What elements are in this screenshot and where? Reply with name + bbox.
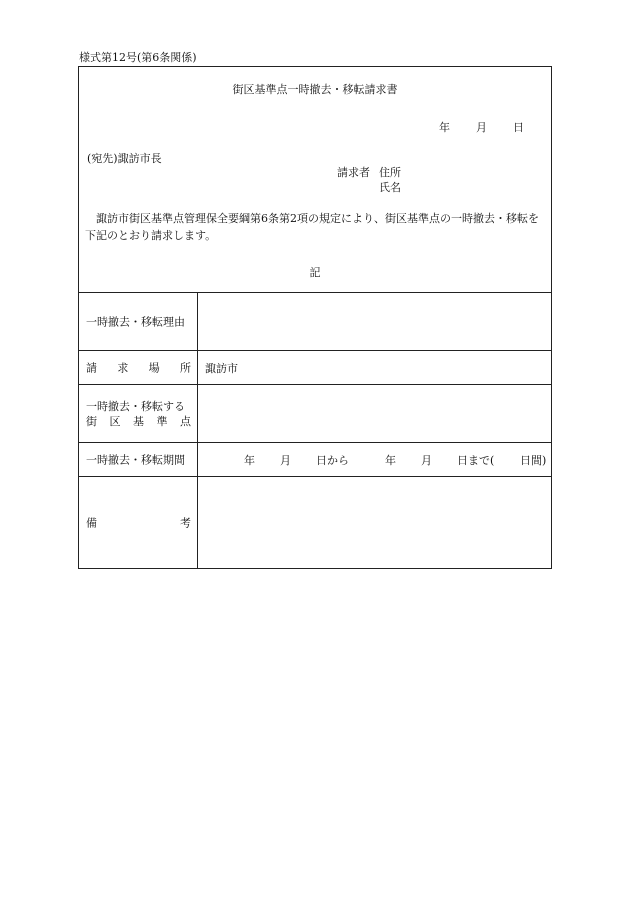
note-mark: 記 bbox=[309, 266, 321, 279]
row-remarks bbox=[79, 476, 551, 569]
period-day-from[interactable]: 日から bbox=[316, 453, 349, 467]
row-location-label-char: 所 bbox=[179, 361, 191, 374]
row-location-value[interactable]: 諏訪市 bbox=[205, 361, 238, 375]
row-location bbox=[79, 350, 551, 384]
row-point-label bbox=[86, 399, 191, 429]
period-year-until[interactable]: 年 bbox=[385, 453, 396, 467]
request-statement: 諏訪市街区基準点管理保全要綱第6条第2項の規定により、街区基準点の一時撤去・移転を下記のとおり請求します。 bbox=[85, 212, 539, 242]
row-point bbox=[79, 384, 551, 442]
row-reason bbox=[79, 292, 551, 350]
requester-address-label[interactable]: 住所 bbox=[379, 166, 401, 179]
row-point-label-char: 区 bbox=[109, 414, 121, 428]
row-point-label-char: 点 bbox=[180, 414, 191, 428]
form-number: 様式第12号(第6条関係) bbox=[79, 51, 197, 64]
form-title: 街区基準点一時撤去・移転請求書 bbox=[232, 83, 398, 96]
row-remarks-label bbox=[86, 516, 191, 531]
row-point-label-line1: 一時撤去・移転する bbox=[86, 399, 185, 413]
requester-label: 請求者 bbox=[337, 166, 370, 179]
date-line bbox=[439, 119, 524, 135]
row-reason-label-cell bbox=[79, 293, 198, 350]
period-year-from[interactable]: 年 bbox=[244, 453, 255, 467]
date-day[interactable]: 日 bbox=[513, 121, 524, 134]
row-remarks-label-char: 備 bbox=[86, 516, 97, 530]
requester-block bbox=[337, 165, 401, 195]
row-period-label: 一時撤去・移転期間 bbox=[86, 453, 185, 466]
date-month[interactable]: 月 bbox=[476, 121, 487, 134]
addressee: (宛先)諏訪市長 bbox=[87, 152, 162, 165]
row-location-label-char: 請 bbox=[86, 361, 97, 374]
row-location-label-char: 場 bbox=[148, 361, 160, 374]
row-point-label-char: 基 bbox=[133, 414, 144, 428]
row-point-label-char: 準 bbox=[156, 414, 168, 428]
row-location-label-char: 求 bbox=[117, 361, 129, 374]
date-year[interactable]: 年 bbox=[439, 121, 450, 134]
request-form bbox=[78, 66, 552, 569]
period-month-from[interactable]: 月 bbox=[280, 453, 291, 467]
row-period bbox=[79, 442, 551, 476]
row-remarks-label-char: 考 bbox=[180, 516, 191, 530]
row-period-label-cell bbox=[79, 443, 198, 476]
row-reason-label: 一時撤去・移転理由 bbox=[86, 315, 185, 328]
row-point-label-cell bbox=[79, 385, 198, 442]
row-point-label-char: 街 bbox=[86, 414, 97, 428]
period-day-until[interactable]: 日まで( bbox=[457, 453, 495, 467]
period-month-until[interactable]: 月 bbox=[421, 453, 432, 467]
requester-name-label[interactable]: 氏名 bbox=[379, 181, 401, 194]
row-location-label-cell bbox=[79, 351, 198, 384]
row-point-label-line2 bbox=[86, 414, 191, 429]
row-location-label bbox=[86, 360, 191, 375]
row-remarks-label-cell bbox=[79, 477, 198, 569]
period-days[interactable]: 日間) bbox=[520, 453, 547, 467]
